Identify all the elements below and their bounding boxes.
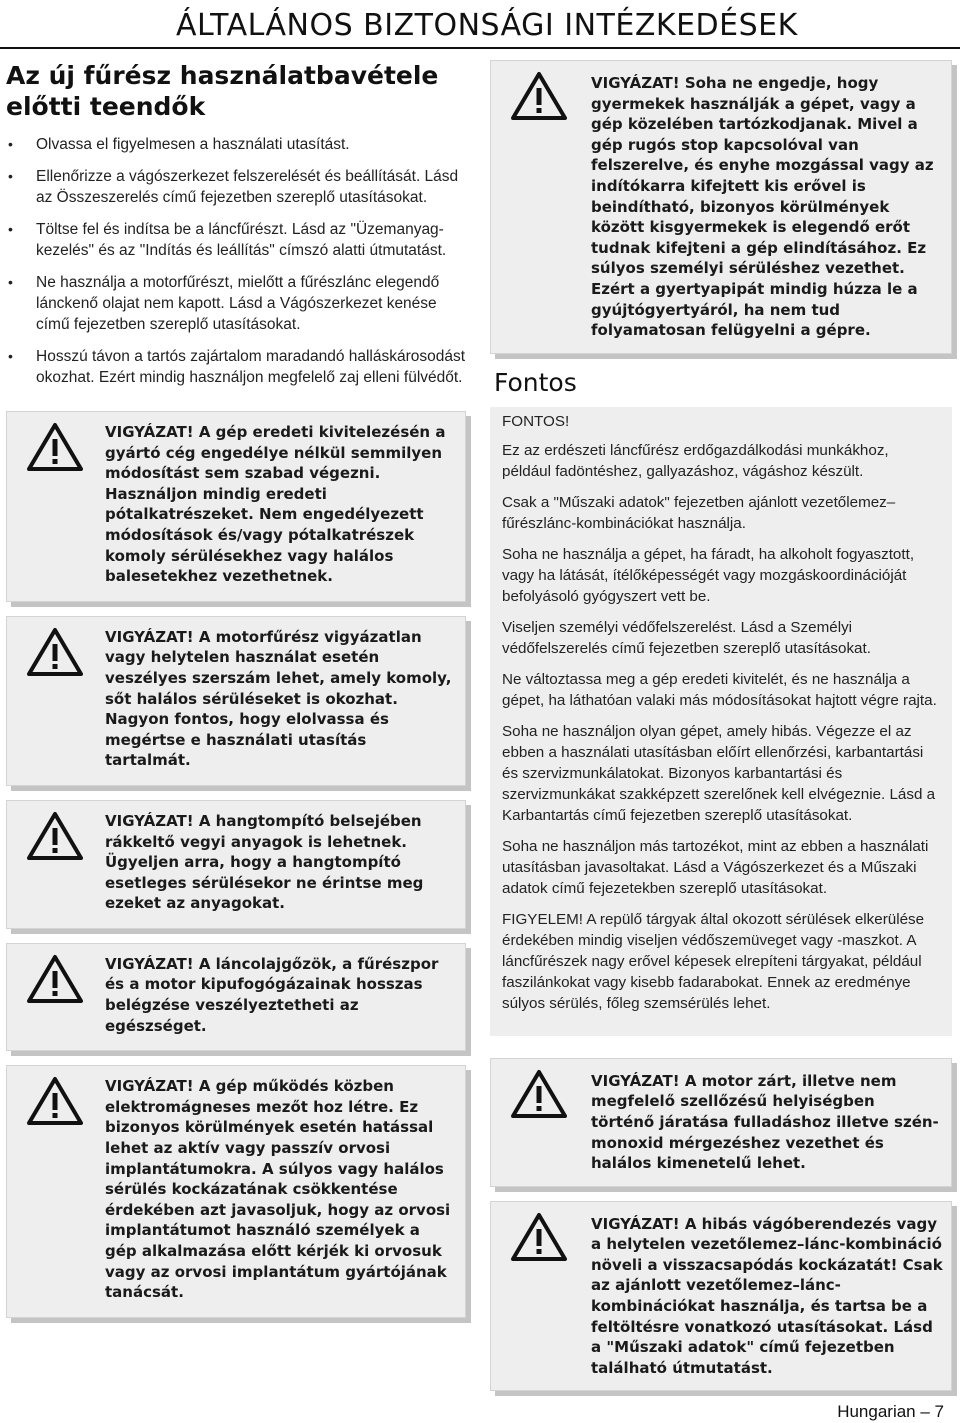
left-column: [6, 60, 466, 1332]
warning-text: VIGYÁZAT! A hibás vágóberendezés vagy a helytelen vezetőlemez–lánc-kombináció növeli a visszacsapódás kockázatát! Csak az ajánlott vezetőlemez–lánc-kombinációkat használja, és tartsa be a feltöltésre vonatkozó utasításokat. Lásd a "Műszaki adatok" című fejezetben található útmutatást.: [591, 1214, 943, 1377]
warning-text: VIGYÁZAT! A láncolajgőzök, a fűrészpor és a motor kipufogógázainak hosszas belégzése veszélyeztetheti az egészséget.: [105, 954, 439, 1035]
warning-text: VIGYÁZAT! A gép eredeti kivitelezésén a gyártó cég engedélye nélkül semmilyen módosítást sem szabad végezni. Használjon mindig eredeti pótalkatrészeket. Nem engedélyezett módosítások és/vagy pótalkatrészek komoly sérülésekhez vagy halálos balesetekhez vezethetnek.: [105, 423, 446, 586]
warning-box: [6, 616, 466, 786]
fontos-paragraph: Ne változtassa meg a gép eredeti kivitelét, és ne használja a gépet, ha láthatóan valaki más módosításokat hajtott végre rajta.: [502, 670, 937, 709]
warning-box: [6, 411, 466, 602]
warning-triangle-icon: [27, 627, 83, 677]
fontos-paragraph: Viseljen személyi védőfelszerelést. Lásd a Személyi védőfelszerelés című fejezetben szereplő utasításokat.: [502, 618, 871, 657]
fontos-paragraph: Soha ne használjon olyan gépet, amely hibás. Végezze el az ebben a használati utasításban előírt ellenőrzési, karbantartási és szervizmunkálatokat. Bizonyos karbantartási és szervizmunkákat szakképzett szerelőnek kell elvégeznie. Lásd a Karbantartás című fejezetben szereplő utasításokat.: [502, 722, 936, 824]
list-item: • Ellenőrizze a vágószerkezet felszerelését és beállítását. Lásd az Összeszerelés című fejezetben szereplő utasításokat.: [8, 168, 459, 206]
bullet-icon: •: [8, 221, 13, 237]
warning-box: [6, 943, 466, 1051]
section-title: Az új fűrész használatbavétele előtti teendők: [6, 61, 439, 121]
fontos-paragraph: FIGYELEM! A repülő tárgyak által okozott sérülések elkerülése érdekében mindig viseljen védőszemüveget vagy -maszkot. A láncfűrészek nagy erővel képesek elrepíteni tárgyakat, például faszilánkokat vagy kisebb fadarabokat. Ennek az eredménye súlyos sérülés, főleg szemsérülés lehet.: [502, 910, 925, 1012]
fontos-paragraph: Csak a "Műszaki adatok" fejezetben ajánlott vezetőlemez–fűrészlánc-kombinációkat használja.: [502, 493, 896, 532]
warning-text: VIGYÁZAT! A motorfűrész vigyázatlan vagy helytelen használat esetén veszélyes szerszám lehet, amely komoly, sőt halálos sérüléseket is okozhat. Nagyon fontos, hogy elolvassa és megértse e használati utasítás tartalmát.: [105, 627, 452, 770]
bullet-icon: •: [8, 168, 13, 184]
warning-text: VIGYÁZAT! A hangtompító belsejében rákkeltő vegyi anyagok is lehetnek. Ügyeljen arra, hogy a hangtompító esetleges sérülésekor ne érintse meg ezeket az anyagokat.: [105, 811, 424, 913]
warning-box: [490, 1201, 952, 1392]
warning-text: VIGYÁZAT! A gép működés közben elektromágneses mezőt hoz létre. Ez bizonyos körülmények esetén hatással lehet az aktív vagy passzív orvosi implantátumokra. A súlyos vagy halálos sérülés kockázatának csökkentése érdekében azt javasoljuk, hogy az orvosi implantátumot használó személyek a gép alkalmazása előtt kérjék ki orvosuk vagy az orvosi implantátum gyártójának tanácsát.: [105, 1077, 451, 1302]
warning-box: [6, 800, 466, 929]
warning-triangle-icon: [27, 422, 83, 472]
header-rule: [0, 47, 960, 49]
list-item: • Hosszú távon a tartós zajártalom maradandó halláskárosodást okozhat. Ezért mindig használjon megfelelő zaj elleni fülvédőt.: [8, 348, 466, 386]
bullet-icon: •: [8, 348, 13, 364]
fontos-paragraph: Soha ne használja a gépet, ha fáradt, ha alkoholt fogyasztott, vagy ha látását, ítélőképességét vagy mozgáskoordinációját befolyásoló gyógyszert vett be.: [502, 545, 915, 605]
fontos-label: FONTOS!: [502, 412, 570, 430]
fontos-box: [490, 407, 952, 1036]
warning-triangle-icon: [511, 1069, 567, 1119]
warning-triangle-icon: [511, 71, 567, 121]
warning-triangle-icon: [27, 954, 83, 1004]
fontos-heading: Fontos: [494, 367, 577, 397]
bullet-icon: •: [8, 274, 13, 290]
right-column: [490, 60, 956, 1405]
warning-text: VIGYÁZAT! Soha ne engedje, hogy gyermekek használják a gépet, vagy a gép közelében tartózkodjanak. Mivel a gép rugós stop kapcsolóval van felszerelve, és enyhe mozgással vagy az indítókarra kifejtett kis erővel is beindítható, bizonyos körülmények között kisgyermekek is elegendő erőt tudnak kifejteni a gép elindításához. Ez súlyos személyi sérüléshez vezethet. Ezért a gyertyapipát mindig húzza le a gyújtógyertyáról, ha nem tud folyamatosan felügyelni a gépre.: [591, 74, 934, 340]
warning-triangle-icon: [27, 1076, 83, 1126]
list-item: • Olvassa el figyelmesen a használati utasítást.: [8, 136, 350, 153]
bullet-icon: •: [8, 136, 13, 152]
list-item: • Töltse fel és indítsa be a láncfűrészt. Lásd az "Üzemanyag-kezelés" és az "Indítás és leállítás" címszó alatti útmutatást.: [8, 221, 447, 259]
warning-box: [6, 1065, 466, 1318]
page-footer: Hungarian – 7: [837, 1402, 944, 1421]
warning-triangle-icon: [27, 811, 83, 861]
warning-triangle-icon: [511, 1212, 567, 1262]
bullet-list: [6, 134, 466, 388]
fontos-paragraph: Soha ne használjon más tartozékot, mint az ebben a használati utasításban javasoltakat. Lásd a Vágószerkezet és a Műszaki adatok című fejezetekben szereplő utasításokat.: [502, 837, 929, 897]
list-item: • Ne használja a motorfűrészt, mielőtt a fűrészlánc elegendő lánckenő olajat nem kapott. Lásd a Vágószerkezet kenése című fejezetben szereplő utasításokat.: [8, 274, 440, 333]
warning-box: [490, 60, 952, 354]
page-title: ÁLTALÁNOS BIZTONSÁGI INTÉZKEDÉSEK: [176, 8, 798, 43]
warning-text: VIGYÁZAT! A motor zárt, illetve nem megfelelő szellőzésű helyiségben történő járatása fulladáshoz illetve szén-monoxid mérgezéshez vezethet és halálos kimenetelű lehet.: [591, 1071, 939, 1173]
fontos-paragraph: Ez az erdészeti láncfűrész erdőgazdálkodási munkákhoz, például fadöntéshez, gallyazáshoz, vágáshoz készült.: [502, 441, 889, 480]
warning-box: [490, 1058, 952, 1187]
